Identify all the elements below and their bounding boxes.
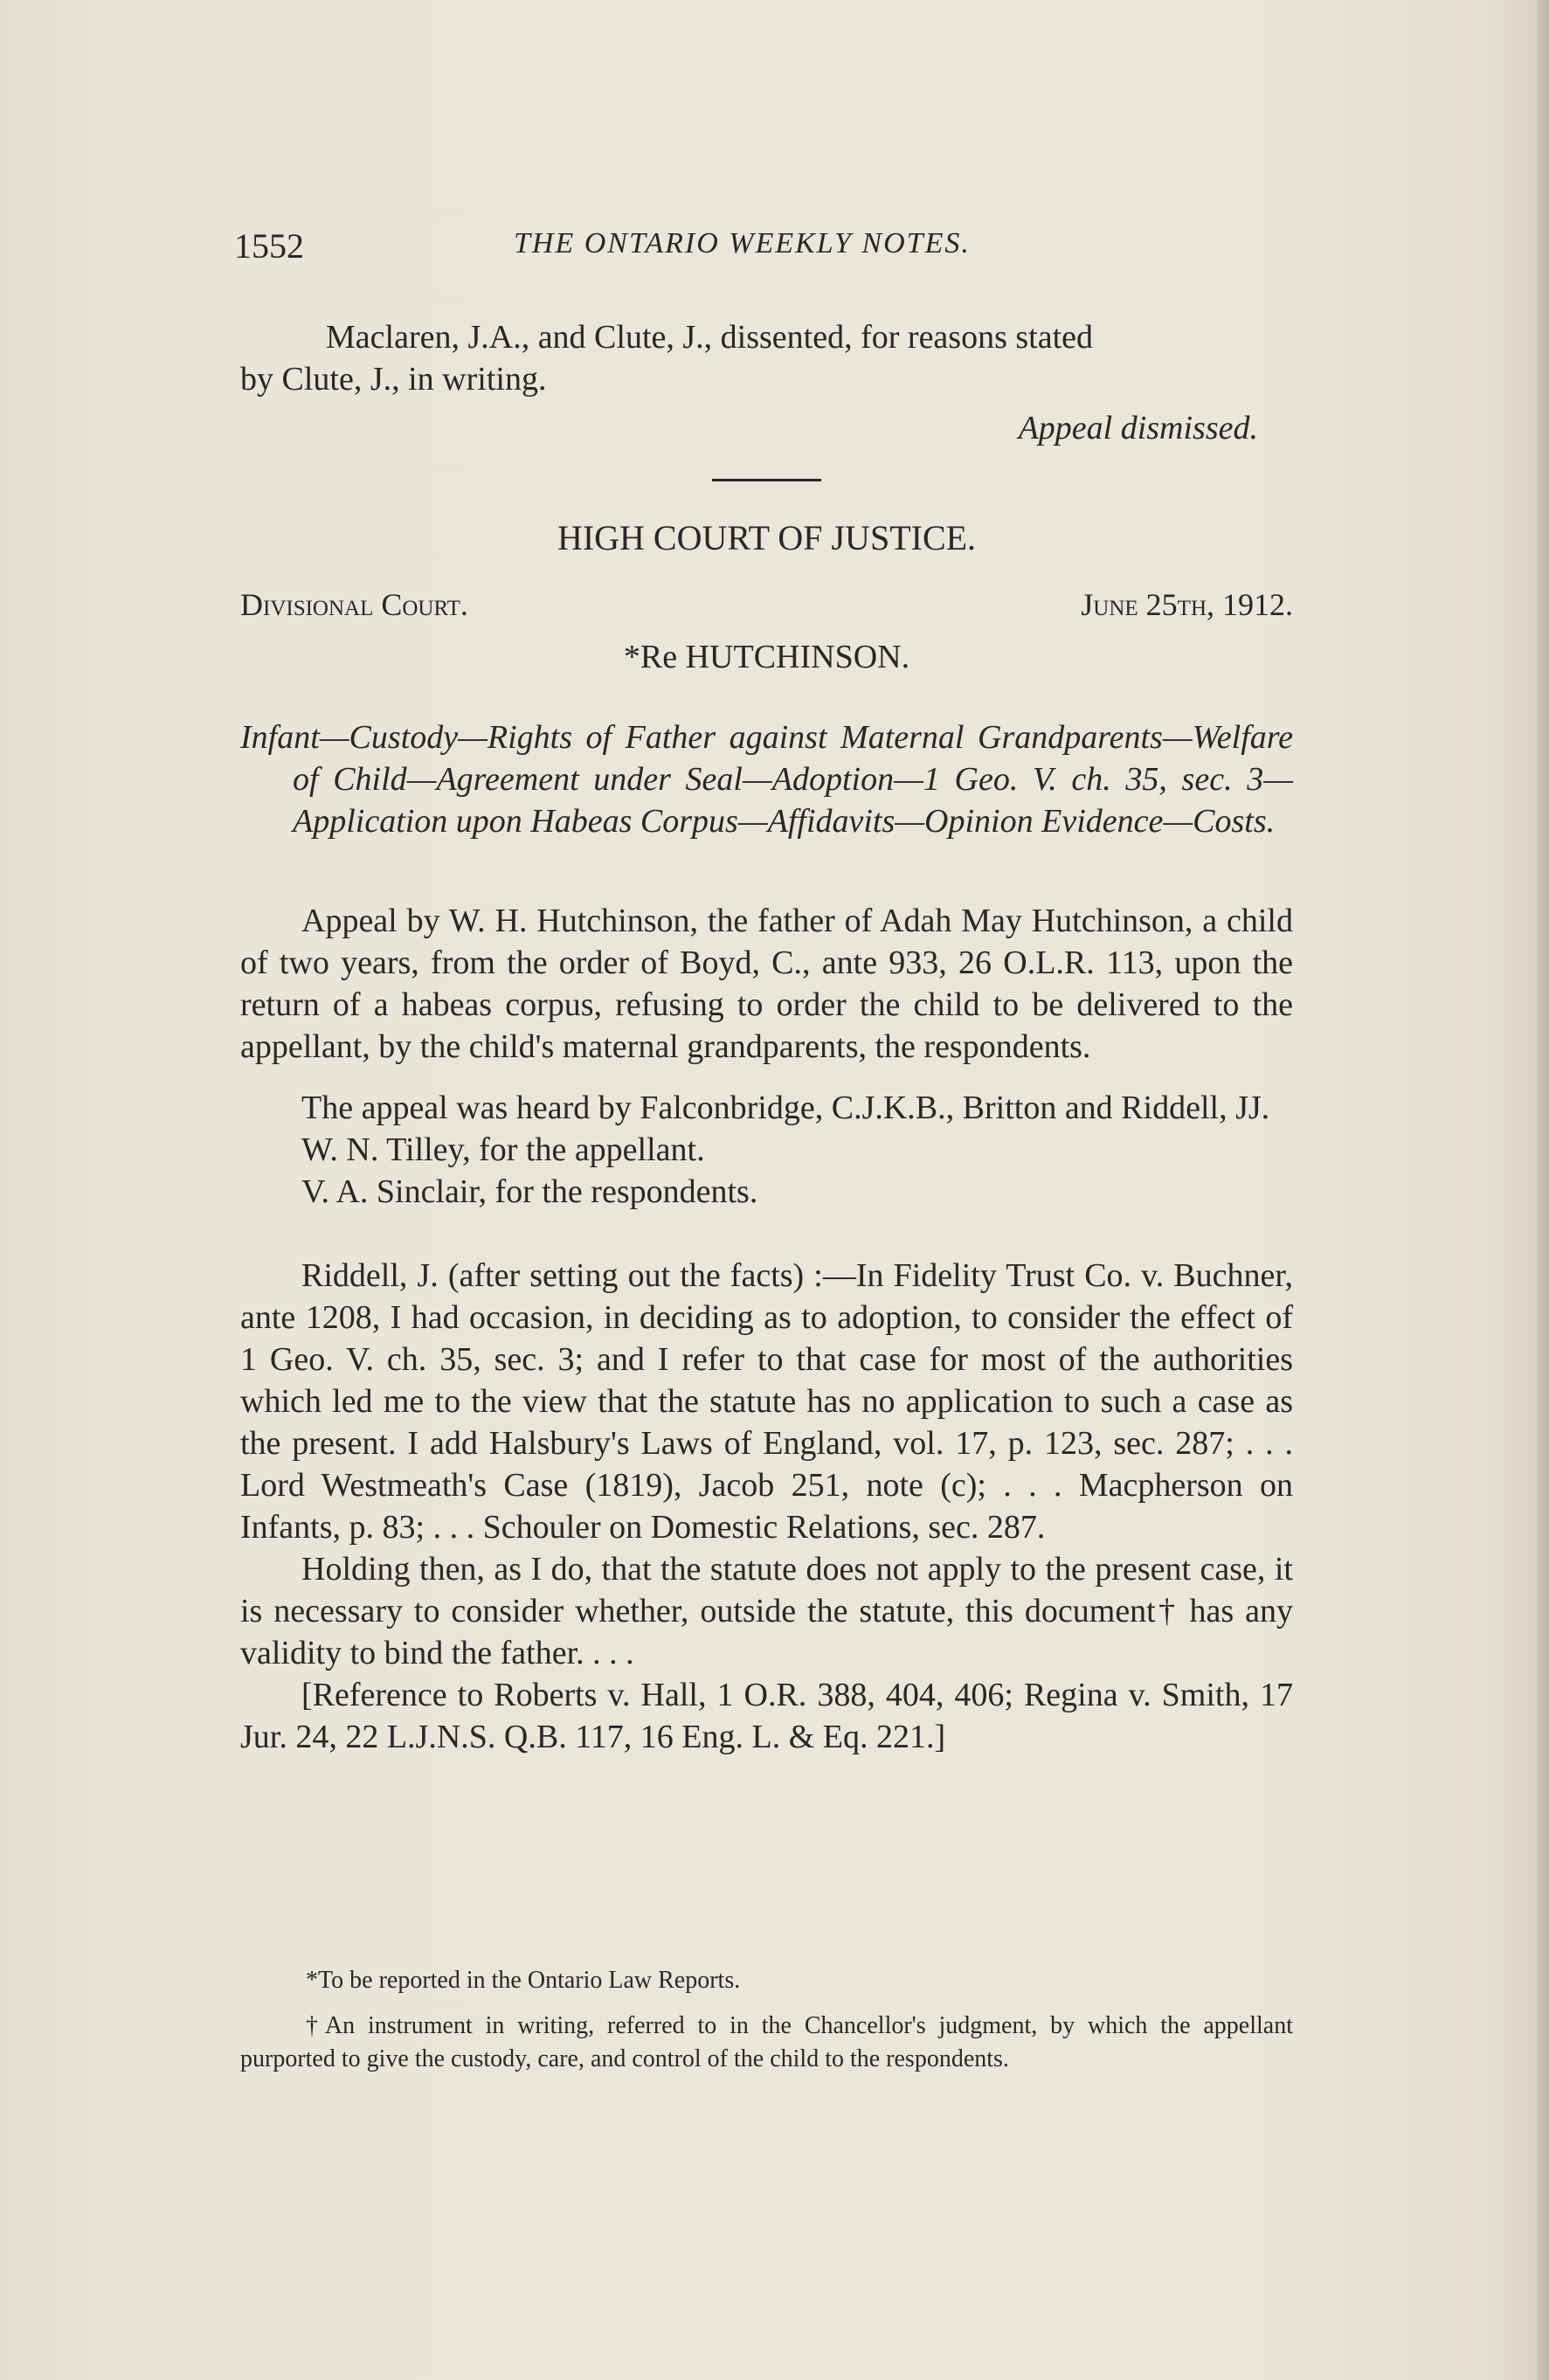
body-text	[240, 900, 1293, 1758]
reference-paragraph: [Reference to Roberts v. Hall, 1 O.R. 388, 404, 406; Regina v. Smith, 17 Jur. 24, 22 L.J.N.S. Q.B. 117, 16 Eng. L. & Eq. 221.]	[240, 1677, 1293, 1755]
journal-title: THE ONTARIO WEEKLY NOTES.	[514, 227, 971, 259]
dissent-line-1: Maclaren, J.A., and Clute, J., dissented, for reasons stated	[326, 319, 1094, 356]
judgment-date: June 25th, 1912.	[1081, 587, 1293, 622]
footnotes	[240, 1964, 1293, 2076]
riddell-paragraph-1: Riddell, J. (after setting out the facts) :—In Fidelity Trust Co. v. Buchner, ante 1208, I had occasion, in deciding as to adoption, to consider the effect of 1 Geo. V. ch. 35, sec. 3; and I refer to that case for most of the authorities which led me to the view that the statute has no application to such a case as the present. I add Halsbury's Laws of England, vol. 17, p. 123, sec. 287; . . . Lord Westmeath's Case (1819), Jacob 251, note (c); . . . Macpherson on Infants, p. 83; . . . Schouler on Domestic Relations, sec. 287.	[240, 1257, 1293, 1546]
prior-case-conclusion	[240, 316, 1293, 449]
headnote: Infant—Custody—Rights of Father against Maternal Grandparents—Welfare of Child—Agreement under Seal—Adoption—1 Geo. V. ch. 35, sec. 3—Application upon Habeas Corpus—Affidavits—Opinion Evidence—Costs.	[240, 719, 1293, 840]
case-title: *Re HUTCHINSON.	[623, 639, 910, 675]
dissent-line-2: by Clute, J., in writing.	[240, 361, 547, 398]
court-name: HIGH COURT OF JUSTICE.	[557, 518, 977, 557]
footnote-dagger: †An instrument in writing, referred to in the Chancellor's judgment, by which the appellant purported to give the custody, care, and control of the child to the respondents.	[240, 2012, 1293, 2072]
counsel-appellant: W. N. Tilley, for the appellant.	[301, 1131, 705, 1168]
riddell-paragraph-2: Holding then, as I do, that the statute does not apply to the present case, it is necessary to consider whether, outside the statute, this document† has any validity to bind the father. . . .	[240, 1551, 1293, 1671]
appeal-paragraph: Appeal by W. H. Hutchinson, the father of Adah May Hutchinson, a child of two years, from the order of Boyd, C., ante 933, 26 O.L.R. 113, upon the return of a habeas corpus, refusing to order the child to be delivered to the appellant, by the child's maternal grandparents, the respondents.	[240, 903, 1293, 1065]
heard-paragraph: The appeal was heard by Falconbridge, C.J.K.B., Britton and Riddell, JJ.	[301, 1090, 1270, 1126]
headnote-block	[240, 716, 1293, 842]
page-number: 1552	[234, 226, 304, 266]
page-edge	[1537, 0, 1549, 2380]
footnote-star: *To be reported in the Ontario Law Reports.	[306, 1967, 741, 1994]
counsel-respondents: V. A. Sinclair, for the respondents.	[301, 1173, 758, 1210]
running-head	[234, 225, 1300, 278]
divider-rule	[712, 479, 821, 481]
section-divider	[240, 479, 1293, 481]
court-heading	[240, 517, 1293, 678]
division-date-row	[240, 584, 1293, 626]
division-label: Divisional Court.	[240, 587, 468, 622]
appeal-result: Appeal dismissed.	[1018, 410, 1258, 446]
